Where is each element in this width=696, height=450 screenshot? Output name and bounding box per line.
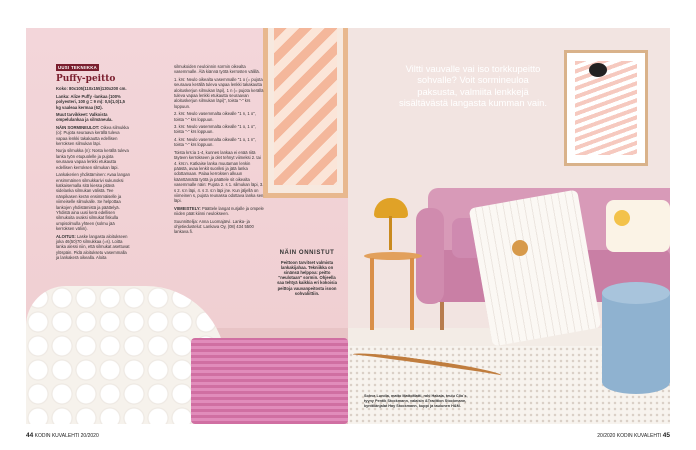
sofa-leg — [440, 302, 444, 330]
side-table-leg — [410, 258, 414, 330]
instruction-paragraph: 2. krs: Neulo vasemmalta oikealle "1 n, 1 o", toista "-" krs loppuun. — [174, 111, 256, 122]
blue-pouf — [602, 282, 670, 394]
instruction-paragraph: silmukoiden neuloinnin sormin oikealta vasemmalle. Älä kiännä työtä kerrosten välillä. — [174, 64, 260, 75]
patterned-cushion — [606, 200, 670, 252]
tip-heading: NÄIN ONNISTUT — [279, 250, 335, 256]
pink-knit-cushion-image — [191, 338, 348, 424]
text-column-2 — [174, 64, 264, 237]
tip-box — [276, 250, 338, 296]
designer-credit: Suunnittelija: Anna Luomajärvi. Lanka- ja ohjetiedustelut: Lankava Oy, (08) 434 5500 lankava.fi. — [174, 218, 254, 235]
folio-left — [26, 433, 99, 439]
wall-poster-image — [575, 61, 637, 155]
text-column-1 — [56, 64, 130, 263]
magazine-issue: KODIN KUVALEHTI 20/2020 — [34, 433, 99, 439]
wall-poster-frame — [564, 50, 648, 166]
instruction-paragraph: ALOITUS: Laske langasta aloitukseen joka 46(50)70 silmukkaa (=s). Loitta lanka alessi niin, että silmukat asettuvat ylöspäin. Pidä aloituksetu vasemmalla ja lankakerä oikealla. Aloita — [56, 233, 130, 261]
magazine-issue: 20/2020 KODIN KUVALEHTI — [597, 433, 662, 439]
yarn-ball — [512, 240, 528, 256]
instruction-paragraph: Nurja silmukka (n): Nosta kerällä tuleva lanka työn etupuolelle ja pujota seuraava vapaa lenkki etukautta edellisen kerroksen silmukan läpi. — [56, 148, 129, 170]
article-title: Puffy-peitto — [56, 74, 116, 85]
page-number: 44 — [26, 432, 34, 439]
spec-line: Muut tarvikkeet: Valkoista ompelulankaa ja silmäneula. — [56, 112, 113, 123]
instruction-paragraph: 3. krs: Neulo vasemmalta oikealle "1 o, 1 o", toista "-" krs loppuun. — [174, 124, 256, 135]
photo-caption: Sohva Lundia, matto MattoMatti, rahi Hakala, teulu Clio´s, tyyny Pentik Stockmann, valaisin &Tradition Stockmann, kynttilänjalat Hay Stockmann, kuppi ja taulunen H&M. — [364, 394, 468, 408]
magazine-spread — [26, 28, 670, 424]
pull-quote: Viltti vauvalle vai iso torkkupeitto sohvalle? Voit sormineuloa paksusta, valmiita lenkkejä sisältävästä langasta kumman vain. — [399, 63, 547, 109]
table-lamp-stem — [389, 216, 392, 250]
section-tag: UUSI TEKNIIKKA — [58, 65, 98, 70]
instruction-paragraph: NÄIN SORMINEULOT: Oikea silmukka (o): Pujota seuraava kerällä tuleva vapaa lenkki takakautta edellisen kerroksen silmukan läpi. — [56, 124, 129, 147]
page-number: 45 — [662, 432, 670, 439]
poster-figure — [589, 63, 607, 77]
spec-line: Koko: 80x105(110x155)130x200 cm. — [56, 86, 127, 92]
table-lamp-shade — [374, 198, 408, 218]
instruction-paragraph: Toista krs:ia 1-4, kunnes lankaa ei enää riitä täyteen kerrokseen ja olet tehnyt viimeksi 2. tai 4. krs:n. Katkaise lanka muutaman lenkin päästä, avaa lenkit suoriksi ja jätä lanka odottamaan. Palaa kerroksen alkuun käänttämättä työtä ja päättele sit oikealta vasemmalle näin: Pujota 2. s 1. silmukan läpi, 3. s 2. s:n läpi, 4. s 3. s:n läpi jne. Kun jäljellä on viimeinen s, pujota reunassa odottava lanka sen läpi. — [174, 149, 264, 204]
right-page — [348, 28, 670, 424]
instruction-paragraph: 1. krs: Neulo oikealta vasemmalle "1 o (= pujota seuraava kerällä tuleva vapaa lenkki takakautta aloituskerjun silmukan läpi), 1 n (= pujota kerällä tuleva vapaa lenkki etukautta seuraavan aloituskerjun silmukan läpi)", toista "-" krs loppuun. — [174, 76, 264, 109]
tip-text: Peittoon tarvitset valmista lankakijahaa. Tekniikka on sinänsä helppoa: peitto "neulotaan" sormin. Ohjeella saa tehtyä kaikkia eri kokoisia peittoja vauvanpeitosta isoon sohvaliittiin. — [277, 259, 337, 296]
spec-line: Lanka: Alize Puffy -lankaa (100% polyesteri, 100 g = 9 m): 0,5(1,0)1,5 kg vaaleaa kermaa (62). — [56, 93, 126, 110]
folio-right — [597, 433, 670, 439]
left-page — [26, 28, 348, 424]
wall-art-frame — [263, 28, 348, 198]
instruction-paragraph: 4. krs: Neulo vasemmalta oikealle "1 o, 1 n", toista "-" krs loppuun. — [174, 136, 256, 148]
side-table-leg — [370, 258, 374, 330]
instruction-paragraph: VIIMEISTELY: Päättele langat nurjalle ja ompele niiden päät kiinni neulokseen. — [174, 205, 264, 217]
instruction-paragraph: Lankakerien yhdistäminen: Avaa langan ensimmäinen silmukkarivi sukunoksi katkaisemalla sitä kiessa pitävä sidelanka silmukan välistä. Tee nänpikasen kerän ensimmäiselle ja viimeiselle silmukalle. Se helpottaa lankojen yhdistämistä ja päättelyä. Yhdistä aina uusi kerä edellisen silmukoita ovaksi silmukat fiskulla umpisolmulla yhteen (solmu jää kerroksen väliin). — [56, 172, 130, 232]
wall-art-image — [274, 28, 337, 185]
